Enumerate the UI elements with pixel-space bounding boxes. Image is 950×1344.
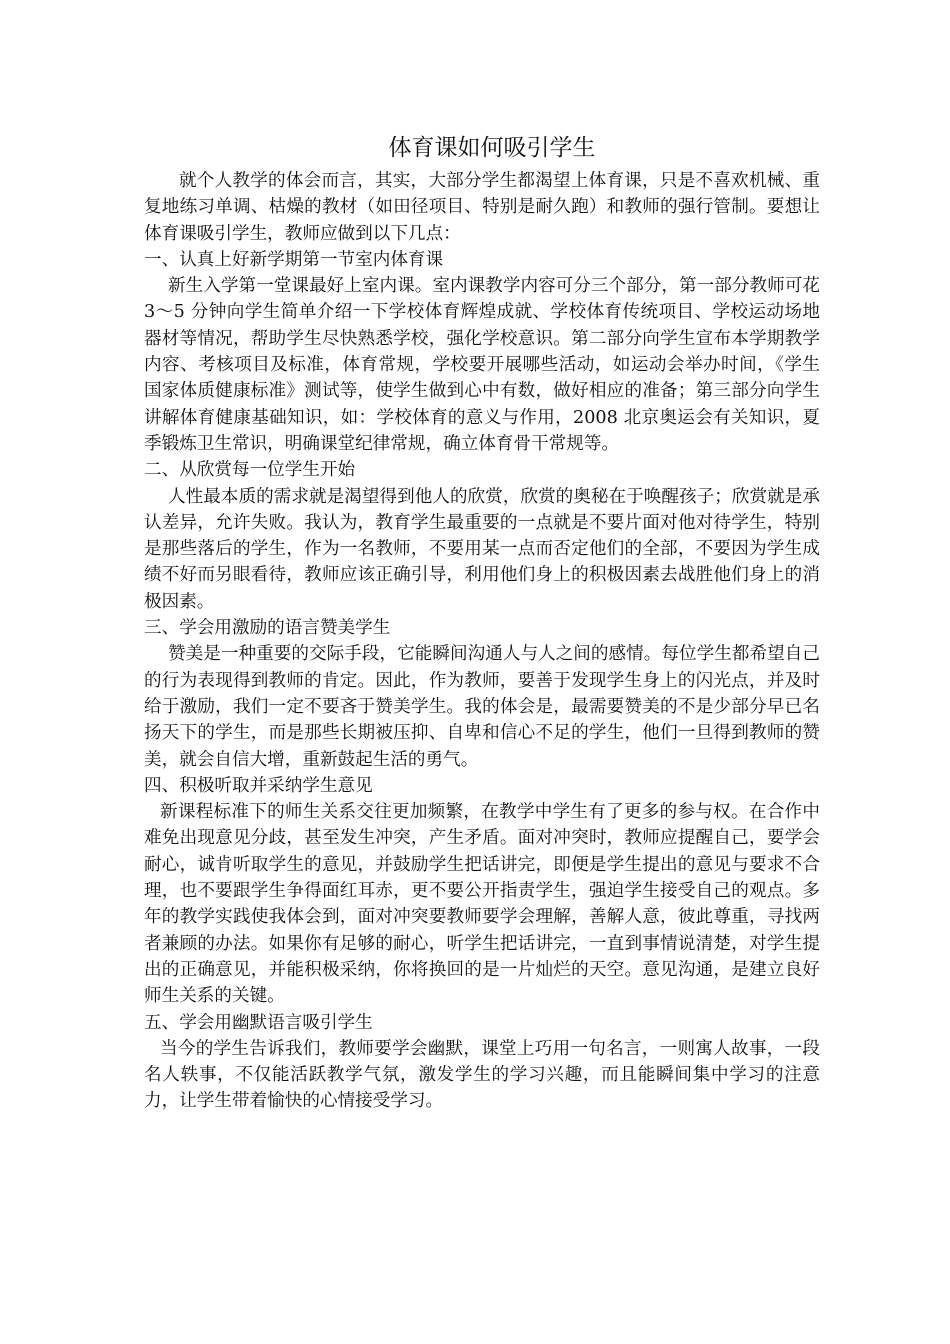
document-page	[144, 130, 820, 1115]
section-heading-2: 二、从欣赏每一位学生开始	[144, 460, 356, 481]
section-body-2: 人性最本质的需求就是渴望得到他人的欣赏，欣赏的奥秘在于唤醒孩子；欣赏就是承认差异，允许失败。我认为，教育学生最重要的一点就是不要片面对他对待学生，特别是那些落后的学生，作为一名教师，不要用某一点而否定他们的全部，不要因为学生成绩不好而另眼看待，教师应该正确引导，利用他们身上的积极因素去战胜他们身上的消极因素。	[144, 486, 820, 612]
section-body-1: 新生入学第一堂课最好上室内课。室内课教学内容可分三个部分，第一部分教师可花 3～5 分钟向学生简单介绍一下学校体育辉煌成就、学校体育传统项目、学校运动场地器材等情况，帮助学生尽快熟悉学校，强化学校意识。第二部分向学生宣布本学期教学内容、考核项目及标准，体育常规，学校要开展哪些活动，如运动会举办时间，《学生国家体质健康标准》测试等，使学生做到心中有数，做好相应的准备；第三部分向学生讲解体育健康基础知识，如：学校体育的意义与作用，2008 北京奥运会有关知识，夏季锻炼卫生常识，明确课堂纪律常规，确立体育骨干常规等。	[144, 276, 820, 454]
section-heading-5: 五、学会用幽默语言吸引学生	[144, 1012, 373, 1033]
intro-paragraph: 就个人教学的体会而言，其实，大部分学生都渴望上体育课，只是不喜欢机械、重复地练习单调、枯燥的教材（如田径项目、特别是耐久跑）和教师的强行管制。要想让体育课吸引学生，教师应做到以下几点：	[144, 171, 820, 244]
document-title: 体育课如何吸引学生	[388, 135, 596, 161]
section-body-3: 赞美是一种重要的交际手段，它能瞬间沟通人与人之间的感情。每位学生都希望自己的行为表现得到教师的肯定。因此，作为教师，要善于发现学生身上的闪光点，并及时给于激励，我们一定不要吝于赞美学生。我的体会是，最需要赞美的不是少部分早已名扬天下的学生，而是那些长期被压抑、自卑和信心不足的学生，他们一旦得到教师的赞美，就会自信大增，重新鼓起生活的勇气。	[144, 644, 820, 770]
section-body-4: 新课程标准下的师生关系交往更加频繁，在教学中学生有了更多的参与权。在合作中难免出现意见分歧，甚至发生冲突，产生矛盾。面对冲突时，教师应提醒自己，要学会耐心，诚肯听取学生的意见，并鼓励学生把话讲完，即便是学生提出的意见与要求不合理，也不要跟学生争得面红耳赤，更不要公开指责学生，强迫学生接受自己的观点。多年的教学实践使我体会到，面对冲突要教师要学会理解，善解人意，彼此尊重，寻找两者兼顾的办法。如果你有足够的耐心，听学生把话讲完，一直到事情说清楚，对学生提出的正确意见，并能积极采纳，你将换回的是一片灿烂的天空。意见沟通，是建立良好师生关系的关键。	[144, 802, 820, 1007]
section-heading-3: 三、学会用激励的语言赞美学生	[144, 618, 391, 639]
section-heading-1: 一、认真上好新学期第一节室内体育课	[144, 249, 444, 270]
section-body-5: 当今的学生告诉我们，教师要学会幽默，课堂上巧用一句名言，一则寓人故事，一段名人轶事，不仅能活跃教学气氛，激发学生的学习兴趣，而且能瞬间集中学习的注意力，让学生带着愉快的心情接受学习。	[144, 1038, 820, 1112]
section-heading-4: 四、积极听取并采纳学生意见	[144, 775, 373, 796]
